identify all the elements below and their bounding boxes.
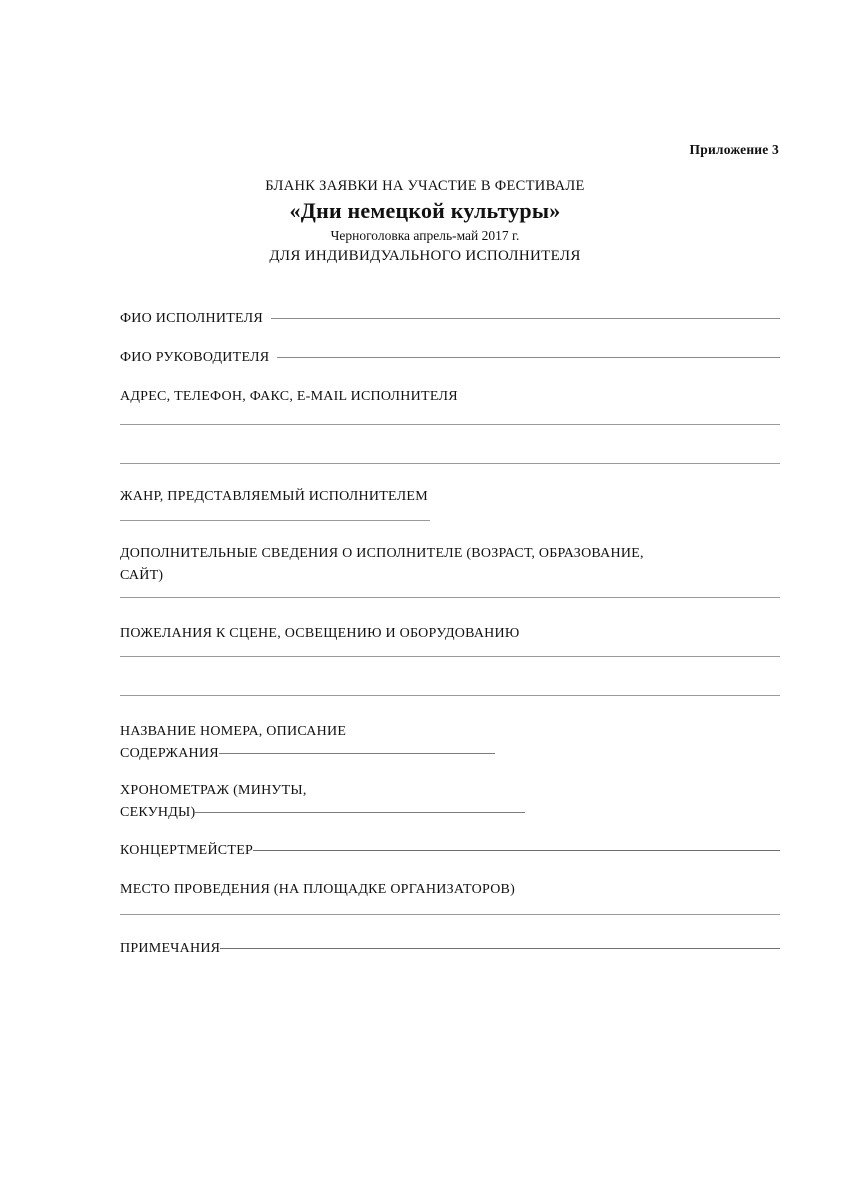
field-additional-info-label-line1: ДОПОЛНИТЕЛЬНЫЕ СВЕДЕНИЯ О ИСПОЛНИТЕЛЕ (ВОЗРАСТ, ОБРАЗОВАНИЕ, (120, 546, 644, 561)
field-stage-requirements (120, 623, 780, 645)
field-duration-label-line1: ХРОНОМЕТРАЖ (МИНУТЫ, (120, 783, 307, 798)
field-performer-name-label: ФИО ИСПОЛНИТЕЛЯ (120, 311, 263, 326)
field-genre-input[interactable] (120, 520, 430, 521)
field-act-title-label-line1: НАЗВАНИЕ НОМЕРА, ОПИСАНИЕ (120, 724, 347, 739)
field-duration (120, 780, 780, 824)
field-director-name-input[interactable] (277, 357, 780, 358)
document-title-block (0, 176, 850, 267)
title-applicant-type: ДЛЯ ИНДИВИДУАЛЬНОГО ИСПОЛНИТЕЛЯ (269, 248, 581, 264)
field-accompanist (120, 840, 780, 862)
field-contacts-label: АДРЕС, ТЕЛЕФОН, ФАКС, E-MAIL ИСПОЛНИТЕЛЯ (120, 389, 458, 404)
field-director-name-label: ФИО РУКОВОДИТЕЛЯ (120, 350, 270, 365)
field-stage-requirements-input-line-1[interactable] (120, 656, 780, 657)
field-additional-info-label-line2: САЙТ) (120, 568, 164, 583)
field-venue (120, 879, 780, 901)
title-place-date: Черноголовка апрель-май 2017 г. (330, 228, 520, 243)
field-notes-label: ПРИМЕЧАНИЯ (120, 941, 221, 956)
title-festival-name: «Дни немецкой культуры» (289, 198, 561, 223)
field-director-name (120, 347, 780, 369)
field-stage-requirements-label: ПОЖЕЛАНИЯ К СЦЕНЕ, ОСВЕЩЕНИЮ И ОБОРУДОВАНИЮ (120, 626, 520, 641)
field-act-title-label-line2: СОДЕРЖАНИЯ (120, 746, 219, 761)
field-duration-input[interactable] (195, 812, 525, 813)
field-genre-label: ЖАНР, ПРЕДСТАВЛЯЕМЫЙ ИСПОЛНИТЕЛЕМ (120, 489, 428, 504)
field-stage-requirements-input-line-2[interactable] (120, 695, 780, 696)
field-accompanist-input[interactable] (253, 850, 780, 851)
field-additional-info-input[interactable] (120, 597, 780, 598)
field-contacts (120, 386, 780, 408)
field-act-title-input[interactable] (219, 753, 495, 754)
field-notes (120, 938, 780, 960)
field-act-title (120, 721, 780, 765)
field-contacts-input-line-2[interactable] (120, 463, 780, 464)
field-venue-label: МЕСТО ПРОВЕДЕНИЯ (НА ПЛОЩАДКЕ ОРГАНИЗАТОРОВ) (120, 882, 516, 897)
field-duration-label-line2: СЕКУНДЫ) (120, 805, 196, 820)
field-accompanist-label: КОНЦЕРТМЕЙСТЕР (120, 843, 254, 858)
appendix-label: Приложение 3 (689, 142, 779, 157)
field-additional-info (120, 543, 780, 587)
field-performer-name-input[interactable] (271, 318, 780, 319)
field-performer-name (120, 308, 780, 330)
field-contacts-input-line-1[interactable] (120, 424, 780, 425)
title-subtitle-form: БЛАНК ЗАЯВКИ НА УЧАСТИЕ В ФЕСТИВАЛЕ (265, 178, 585, 194)
field-venue-input[interactable] (120, 914, 780, 915)
field-genre (120, 486, 780, 508)
field-notes-input[interactable] (220, 948, 780, 949)
